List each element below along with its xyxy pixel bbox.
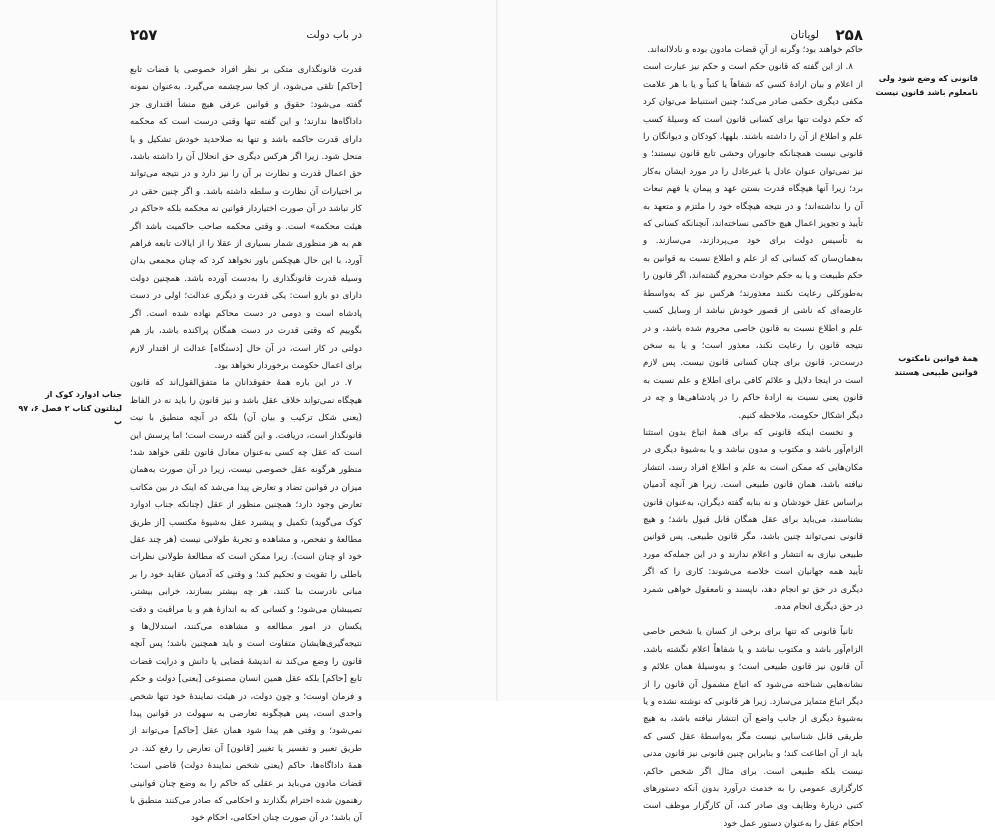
left-paragraph-2: ۷. در این باره همهٔ حقوقدانان ما متفق‌القول‌اند که قانون هیچگاه نمی‌تواند خلاف عقل باشد و نیز قانون را باید نه در الفاظ (یعنی شکل ترکیب و بیان آن) بلکه در آنچه منطبق با نیت قانونگذار است، دریافت. و این گفته درست است؛ اما پرسش این است که عقل چه کسی به‌عنوان معادل قانون تلقی خواهد شد؛ منظور هرگونه عقل خصوصی نیست، زیرا در آن صورت به‌همان میزان در قوانین تضاد و تعارض پیدا می‌شد که اینک در بین مکاتب تعارض وجود دارد؛ همچنین منظور از عقل (چنانکه جناب ادوارد کوک می‌گوید) تکمیل و پیشبرد عقل به‌شیوهٔ مکتسب [از طریق مطالعهٔ و تفحص، و مشاهده و تجربهٔ طولانی نیست (هر چند عقل خود او چنان است). زیرا ممکن است که مطالعهٔ طولانی نظرات باطلی را تقویت و تحکیم کند؛ و وقتی که آدمیان عقاید خود را بر مبانی نادرست بنا کنند، هر چه بیشتر بسازند، خرابی بیشتر، تصیبشان می‌شود؛ و کسانی که به اندازهٔ هم و با مراقبت و دقت یکسان در امور مطالعه و مشاهده می‌کنند، استدلال‌ها و نتیجه‌گیری‌هایشان متفاوت است و باید همچنین باشد؛ پس آنچه قانون را وضع می‌کند نه اندیشهٔ قضایی یا دانش و درایت قضات تابع [حاکم] بلکه عقل همین انسان مصنوعی [یعنی] دولت و حکم و فرمان اوست؛ و چون دولت، در هیئت نمایندهٔ خود تنها شخص واحدی است، پس هیچگونه تعارضی به سهولت در قوانین پیدا نمی‌شود؛ و وقتی هم پیدا شود همان عقل [حاکم] می‌تواند از طریق تعبیر و تفسیر یا تغییر [قانون] آن تعارض را رفع کند. در همهٔ داداگاه‌ها، حاکم (یعنی شخص نمایندهٔ دولت) قاضی است؛ قضات مادون می‌باید بر عقلی که حاکم را به وضع چنان قوانینی رهنمون شده احترام بگذارند و احکامی که صادر می‌کنند منطبق با آن باشد؛ در آن صورت چنان احکامی، احکام خود <box>130 378 362 824</box>
right-page <box>498 0 995 829</box>
paragraph-gap <box>643 616 863 624</box>
right-paragraph-1: حاکم خواهند بود؛ وگرنه از آنِ قضات مادون بوده و نادلاانه‌اند. <box>647 45 863 55</box>
left-margin-note: جناب ادوارد کوک از لیتلتون کتاب ۲ فصل ۶، ۹۷ ب <box>18 390 122 426</box>
left-running-title: در باب دولت <box>306 29 362 41</box>
left-page-body <box>130 62 362 828</box>
left-page-header <box>130 26 362 46</box>
right-margin-note-1: قانونی که وضع شود ولی نامعلوم باشد قانون نیست <box>875 74 978 97</box>
right-margin-note-2: همهٔ قوانین نامکتوب قوانین طبیعی هستند <box>894 354 978 377</box>
left-page <box>0 0 497 824</box>
right-paragraph-3: و نخست اینکه قانونی که برای همهٔ اتباع بدون استثنا الزام‌آور باشد و مکتوب و مدون نباشد و یا به‌شیوهٔ دیگری در مکان‌هایی که ممکن است به علم و اطلاع افراد رسد، انتشار نیافته باشد، همان قانون طبیعی است. زیرا هر آنچه آدمیان براساس عقل خودشان و نه بنابه گفته دیگران، به‌عنوان قانون بشناسند، می‌باید برای عقل همگان قابل قبول باشد؛ و هیچ قانونی نمی‌تواند چنین باشد، مگر قانون طبیعی. پس قوانین طبیعی نیازی به انتشار و اعلام ندارند و در این جمله‌که مورد تأیید همه جهانیان است خلاصه می‌شوند: کاری را که اگر دیگری در حق تو انجام دهد، ناپسند و نامعقول خواهی شمرد در حق دیگری انجام مده. <box>643 427 863 612</box>
left-paragraph-1: قدرت قانونگذاری متکی بر نظر افراد خصوصی یا قضات تابع [حاکم] تلقی می‌شود، از کجا سرچشمه می‌گیرد. به‌عنوان نمونه گفته می‌شود: حقوق و قوانین عرفی هیچ منشأ اقتداری جز داداگاه‌ها ندارند؛ و این گفته تنها وقتی درست است که محکمه دارای قدرت حاکمه باشد و تنها به صلاحدید خودش تشکیل و یا منحل شود. زیرا اگر هرکس دیگری حق انحلال آن را داشته باشد، حق اعمال قدرت و نظارت بر آن را نیز دارد و در نتیجه می‌تواند بر اختیارات آن نظارت و سلطه داشته باشد. و اگر چنین حقی در کار نباشد در آن صورت اختیاردار قوانین نه محکمه بلکه «حاکم در هیئت محکمه» است. و وقتی محکمه صاحب حاکمیت باشد اگر هم به هر منظوری شمار بسیاری از عقلا را از ایالات تابعه فراهم آورد، با این حال هیچکس باور نخواهد کرد که چنان مجمعی بدان وسیله قدرت قانونگذاری را به‌دست آورده باشد. همچنین دولت دارای دو بازو است: یکی قدرت و دیگری عدالت؛ اولی در دست پادشاه است و دومی در دست محاکم نهاده شده است. اگر بگوییم که وقتی قدرت در دست همگان پراکنده باشد، باز هم دولتی در کار است، در آن حال [دستگاه] عدالت از اقتدار لازم برای اعمال حکومت برخوردار نخواهد بود. <box>130 65 362 371</box>
right-paragraph-2: ۸. از این گفته که قانون حکم است و حکم نیز عبارت است از اعلام و بیان ارادهٔ کسی که شفاهاً یا کتباً و یا با هر علامت مکفی دیگری حکمی صادر می‌کند؛ چنین استنباط می‌توان کرد که حکم دولت تنها برای کسانی قانون است که وسیلهٔ کسب علم و اطلاع از آن را داشته باشند. بلهها، کودکان و دیوانگان را قانونی نیست همچنانکه جانوران وحشی تابع قانون نیستند؛ و نیز نمی‌توان عنوان عادل یا غیرعادل را در مورد ایشان به‌کار برد؛ زیرا آنها هیچگاه قدرت بستن عهد و پیمان یا فهم تبعات آن را نداشته‌اند؛ و در نتیجه هیچگاه خود را ملتزم و متعهد به تأیید و تجویز اعمال هیچ حاکمی نساخته‌اند، آنچنانکه کسانی که به تأسیس دولت برای خود می‌پردازند، می‌سازند. و به‌همان‌سان که کسانی که از علم و اطلاع نسبت به قوانین به حکم طبیعت و یا به حکم حوادث محروم گشته‌اند، اگر قانون را به‌طورکلی رعایت نکنند معذورند؛ هرکس نیز که به‌واسطهٔ عارضه‌ای که ناشی از قصور خودش نباشد از وسایل کسب علم و اطلاع نسبت به قانون خاصی محروم شده باشد، و در نتیجه قانون را رعایت نکند، معذور است؛ و یا به سخن درست‌تر، قانون برای چنان کسانی قانون نیست. پس لازم است در اینجا دلایل و علائم کافی برای اطلاع و علم نسبت به قانون یعنی نسبت به ارادهٔ حاکم را در پادشاهی‌ها و چه در دیگر اشکال حکومت، ملاحظه کنیم. <box>643 62 863 421</box>
left-page-number: ۲۵۷ <box>130 26 158 44</box>
right-paragraph-4: ثانیاً قانونی که تنها برای برخی از کسان یا شخص خاصی الزام‌آور باشد و مکتوب نباشد و یا شفاهاً اعلام نگشته باشد، آن قانون نیز قانون طبیعی است؛ و به‌وسیلهٔ همان علائم و نشانه‌هایی شناخته می‌شود که اتباع مشمول آن قانون را از دیگر اتباع متمایز می‌سازد. زیرا هر قانونی که نوشته نشده و یا به‌شیوهٔ دیگری از جانب واضع آن انتشار نیافته باشد، به هیچ طریقی قابل شناسایی نیست مگر به‌واسطهٔ عقل کسی که باید از آن اطاعت کند؛ و بنابراین چنین قانونی نیز قانون مدنی نیست بلکه طبیعی است. برای مثال اگر شخص حاکم، کارگزاری عمومی را به خدمت درآورد بدون آنکه دستورهای کتبی دربارهٔ وظایف وی صادر کند، آن کارگزار موظف است احکام عقل را به‌عنوان دستور عمل خود <box>643 627 863 829</box>
right-page-number: ۲۵۸ <box>835 26 863 44</box>
right-running-title: لویاتان <box>790 29 819 41</box>
right-page-body <box>643 42 863 833</box>
